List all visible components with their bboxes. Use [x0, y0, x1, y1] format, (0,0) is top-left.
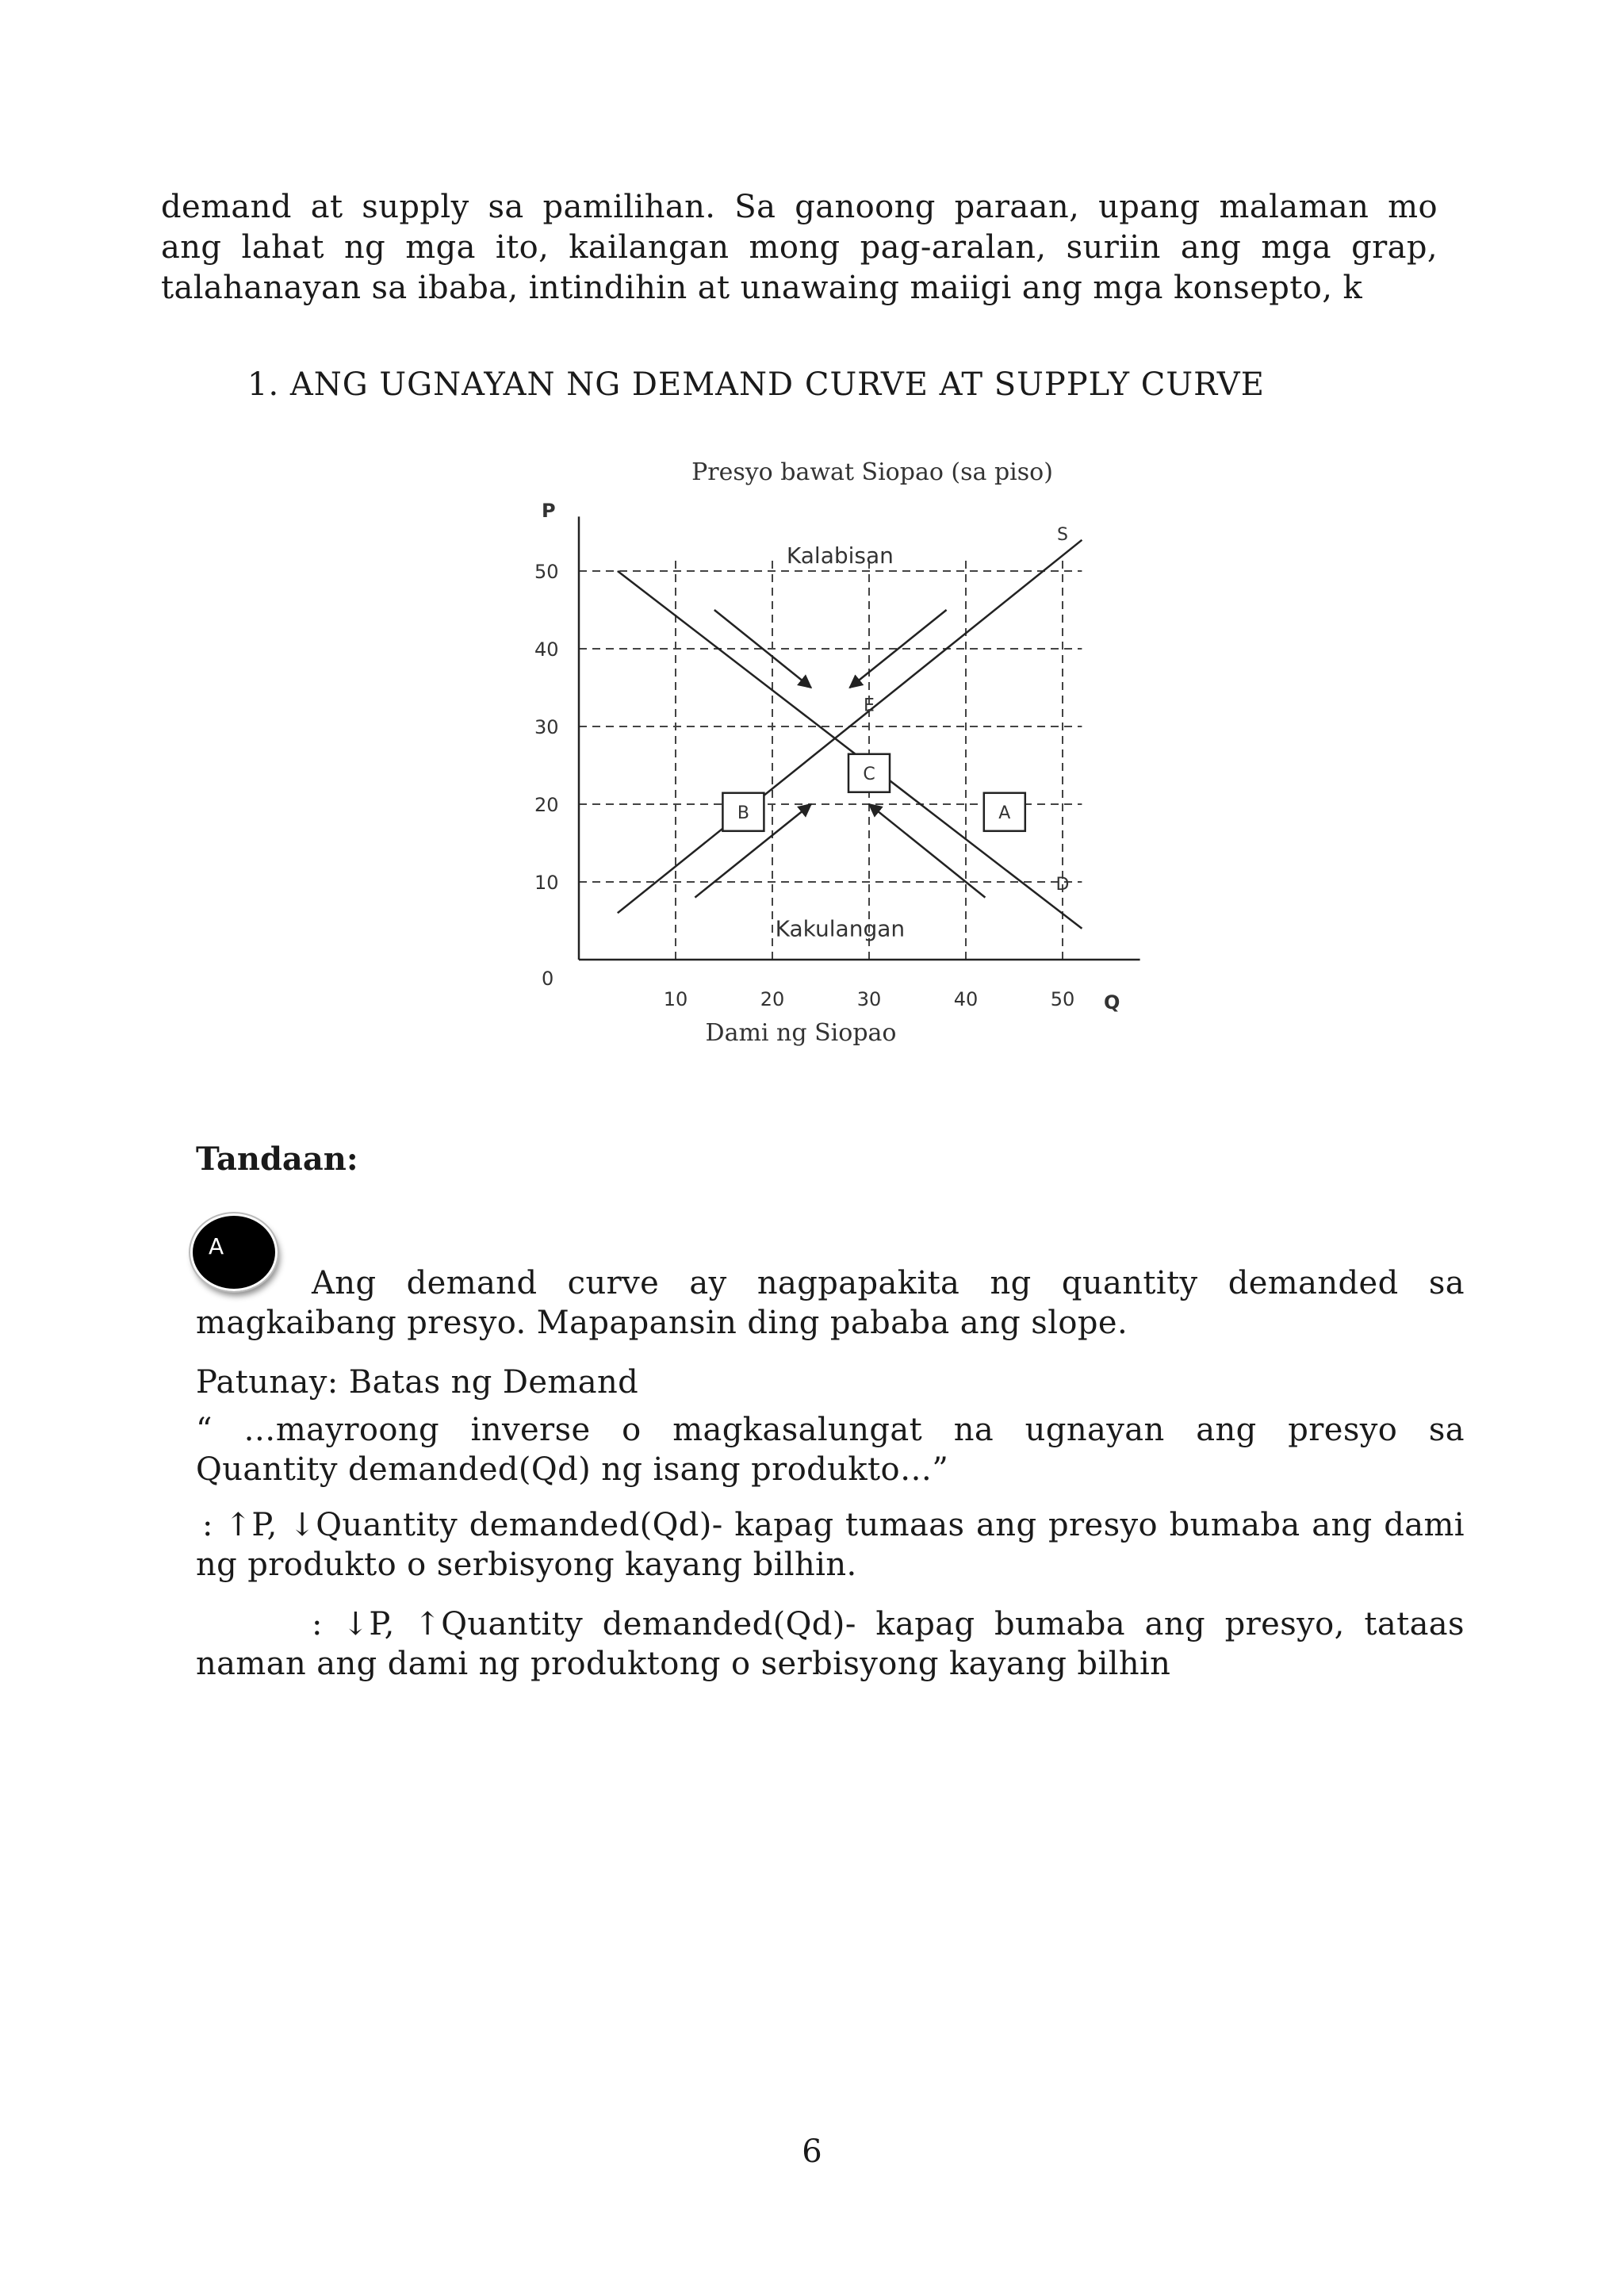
x-axis-symbol: Q — [1104, 991, 1120, 1014]
demand-curve-paragraph — [196, 1263, 1465, 1343]
p1-line-1: Ang demand curve ay nagpapakita ng quantity demanded sa — [312, 1265, 1465, 1301]
equilibrium-label: E — [864, 696, 875, 716]
intro-paragraph — [161, 187, 1438, 309]
y-tick-label: 20 — [534, 794, 559, 816]
chart-grid — [579, 555, 1082, 960]
chart-curves — [618, 540, 1082, 929]
patunay-line — [196, 1363, 1465, 1402]
y-tick-label: 10 — [534, 872, 559, 894]
box-a-label: A — [998, 803, 1011, 823]
page-number: 6 — [802, 2133, 822, 2170]
p1-line-2: magkaibang presyo. Mapapansin ding pababa ang slope. — [196, 1305, 1128, 1341]
tandaan-heading: Tandaan: — [196, 1140, 358, 1178]
x-tick-label: 40 — [953, 988, 979, 1010]
x-axis-label: Dami ng Siopao — [705, 1019, 897, 1047]
intro-line-1: demand at supply sa pamilihan. Sa ganoong paraan, upang malaman mo — [161, 189, 1438, 225]
y-axis-label: P — [542, 500, 556, 522]
origin-label: 0 — [542, 968, 554, 990]
p4-line-1: : ↑P, ↓Quantity demanded(Qd)- kapag tumaas ang presyo bumaba ang dami — [202, 1507, 1465, 1543]
quote-paragraph — [196, 1410, 1465, 1489]
p5-line-2: naman ang dami ng produktong o serbisyong kayang bilhin — [196, 1646, 1171, 1682]
section-title: 1. ANG UGNAYAN NG DEMAND CURVE AT SUPPLY CURVE — [247, 366, 1265, 403]
intro-line-3: talahanayan sa ibaba, intindihin at unawaing maiigi ang mga konsepto, k — [161, 270, 1363, 306]
shortage-label: Kakulangan — [775, 915, 906, 942]
x-tick-label: 20 — [760, 988, 785, 1010]
x-tick-label: 30 — [856, 988, 882, 1010]
chart-ticks — [534, 561, 1074, 1010]
box-c-label: C — [863, 764, 875, 784]
supply-curve-label: S — [1057, 524, 1068, 545]
y-tick-label: 30 — [534, 716, 559, 738]
decrease-price-paragraph — [196, 1604, 1465, 1684]
p5-line-1: : ↓P, ↑Quantity demanded(Qd)- kapag bumaba ang presyo, tataas — [312, 1606, 1465, 1642]
y-tick-label: 40 — [534, 638, 559, 661]
p4-line-2: ng produkto o serbisyong kayang bilhin. — [196, 1547, 857, 1583]
p3-line-2: Quantity demanded(Qd) ng isang produkto…” — [196, 1451, 949, 1488]
increase-price-paragraph — [196, 1505, 1465, 1585]
intro-line-2: ang lahat ng mga ito, kailangan mong pag-aralan, suriin ang mga grap, — [161, 229, 1438, 266]
box-b-label: B — [737, 803, 749, 823]
x-tick-label: 50 — [1050, 988, 1075, 1010]
demand-supply-chart — [515, 444, 1150, 1063]
chart-title: Presyo bawat Siopao (sa piso) — [691, 458, 1053, 486]
x-tick-label: 10 — [663, 988, 688, 1010]
price-adjustment-arrow — [869, 804, 985, 898]
y-tick-label: 50 — [534, 561, 559, 583]
p3-line-1: “ …mayroong inverse o magkasalungat na ugnayan ang presyo sa — [196, 1412, 1465, 1448]
demand-curve-label: D — [1055, 874, 1070, 895]
demand-curve — [618, 571, 1082, 929]
surplus-label: Kalabisan — [786, 542, 894, 569]
p2-text: Patunay: Batas ng Demand — [196, 1364, 639, 1401]
badge-label: A — [209, 1233, 224, 1259]
